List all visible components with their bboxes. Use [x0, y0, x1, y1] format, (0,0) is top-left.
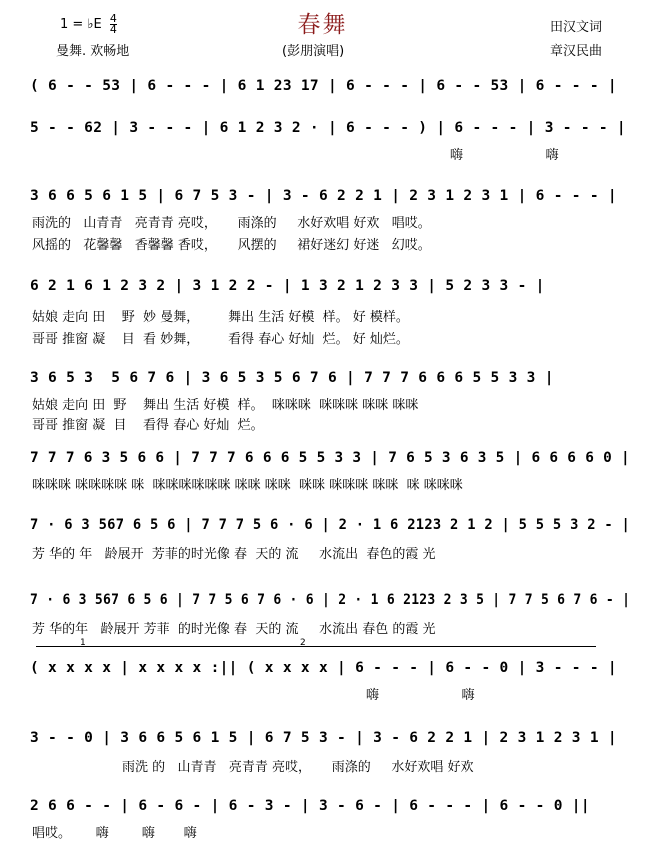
notation: 5 - - 62 | 3 - - - | 6 1 2 3 2 · | 6 - - - ) | 6 - - - | 3 - - - |: [30, 120, 626, 136]
tempo-marking: 曼舞. 欢畅地: [56, 44, 130, 59]
score-row-10: [30, 730, 630, 775]
lyric-line-2: 哥哥 推窗 凝 目 看得 春心 好灿 烂。: [32, 418, 264, 433]
notation: 7 7 7 6 3 5 6 6 | 7 7 7 6 6 6 5 5 3 3 | 7 6 5 3 6 3 5 | 6 6 6 6 0 |: [30, 450, 630, 466]
score-row-7: [30, 517, 631, 562]
score-row-2: [30, 120, 630, 163]
score-row-5: [30, 370, 630, 433]
score-row-9: [30, 660, 630, 703]
lyric-line: 嗨 嗨: [450, 148, 559, 163]
notation: 3 6 5 3 5 6 7 6 | 3 6 5 3 5 6 7 6 | 7 7 7 6 6 6 5 5 3 3 |: [30, 370, 554, 386]
lyric-line: 嗨 嗨: [366, 688, 475, 703]
time-top: 4: [109, 12, 117, 25]
volta-second: 2: [300, 638, 306, 648]
score-row-11: [30, 798, 630, 841]
key-signature: [60, 14, 117, 35]
score-row-3: [30, 188, 630, 253]
lyric-line-1: 芳 华的 年 龄展开 芳菲的时光像 春 天的 流 水流出 春色的霞 光: [32, 547, 436, 562]
key-text: 1 = ♭E: [60, 17, 102, 32]
notation: 6 2 1 6 1 2 3 2 | 3 1 2 2 - | 1 3 2 1 2 3 3 | 5 2 3 3 - |: [30, 278, 545, 294]
lyric-line-1: 雨洗的 山青青 亮青青 亮哎， 雨涤的 水好欢唱 好欢 唱哎。: [32, 216, 431, 231]
volta-first: 1: [80, 638, 86, 648]
lyric-line-1: 姑娘 走向 田 野 舞出 生活 好模 样。 咪咪咪 咪咪咪 咪咪 咪咪: [32, 398, 419, 413]
time-signature: [110, 14, 117, 35]
lyric-line-1: 咪咪咪 咪咪咪咪 咪 咪咪咪咪咪咪 咪咪 咪咪 咪咪 咪咪咪 咪咪 咪 咪咪咪: [32, 478, 463, 493]
notation: ( x x x x | x x x x :|| ( x x x x | 6 - - - | 6 - - 0 | 3 - - - |: [30, 660, 617, 676]
notation: 3 6 6 5 6 1 5 | 6 7 5 3 - | 3 - 6 2 2 1 | 2 3 1 2 3 1 | 6 - - - |: [30, 188, 617, 204]
lyric-line-2: 风摇的 花馨馨 香馨馨 香哎， 风摆的 裙好迷幻 好迷 幻哎。: [32, 238, 431, 253]
composer-credit: 章汉民曲: [550, 44, 603, 59]
lyric-line-2: 哥哥 推窗 凝 目 看 妙舞， 看得 春心 好灿 烂。 好 灿烂。: [32, 332, 409, 347]
song-title: 春舞: [297, 12, 348, 38]
singer-credit: (彭朋演唱): [282, 44, 345, 59]
score-row-4: [30, 278, 630, 347]
lyric-line: 雨洗 的 山青青 亮青青 亮哎， 雨涤的 水好欢唱 好欢: [122, 760, 474, 775]
notation: 7 · 6 3 567 6 5 6 | 7 7 7 5 6 · 6 | 2 · 1 6 2123 2 1 2 | 5 5 5 3 2 - |: [30, 517, 631, 533]
notation: 2 6 6 - - | 6 - 6 - | 6 - 3 - | 3 - 6 - | 6 - - - | 6 - - 0 ||: [30, 798, 590, 814]
lyric-line-1: 姑娘 走向 田 野 妙 曼舞， 舞出 生活 好模 样。 好 模样。: [32, 310, 409, 325]
lyricist-credit: 田汉文词: [550, 20, 603, 35]
score-row-1: [30, 78, 630, 106]
time-bottom: 4: [109, 23, 117, 36]
score-row-8: [30, 592, 631, 637]
score-row-6: [30, 450, 630, 493]
notation: ( 6 - - 53 | 6 - - - | 6 1 23 17 | 6 - - - | 6 - - 53 | 6 - - - |: [30, 78, 617, 94]
notation: 3 - - 0 | 3 6 6 5 6 1 5 | 6 7 5 3 - | 3 - 6 2 2 1 | 2 3 1 2 3 1 |: [30, 730, 617, 746]
lyric-line: 唱哎。 嗨 嗨 嗨: [32, 826, 197, 841]
notation: 7 · 6 3 567 6 5 6 | 7 7 5 6 7 6 · 6 | 2 · 1 6 2123 2 3 5 | 7 7 5 6 7 6 - |: [30, 592, 631, 608]
lyric-line-1: 芳 华的年 龄展开 芳菲 的时光像 春 天的 流 水流出 春色 的霞 光: [32, 622, 436, 637]
volta-bracket: [36, 646, 596, 647]
